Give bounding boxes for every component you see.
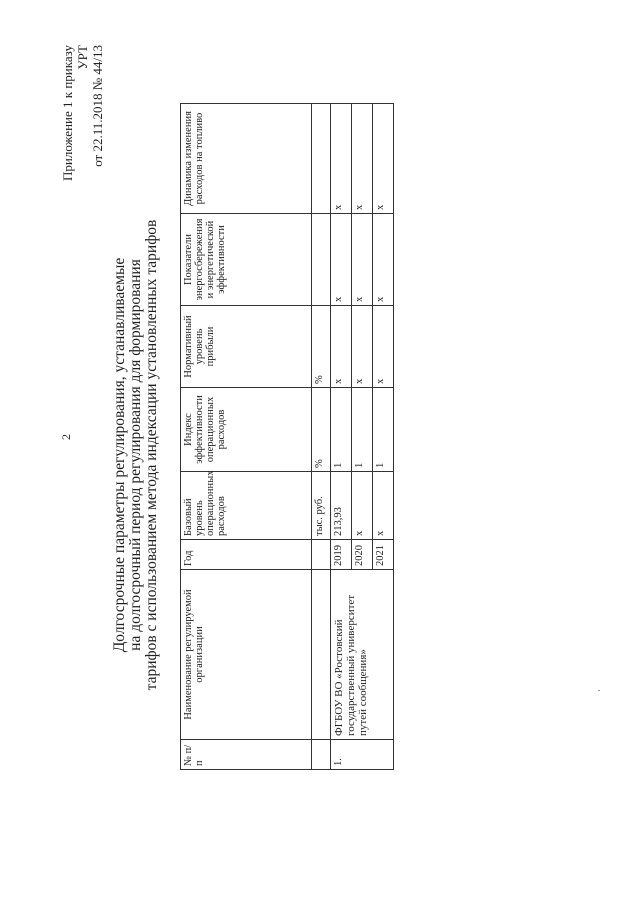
- cell-base: х: [352, 472, 373, 540]
- cell-year: 2021: [373, 540, 394, 570]
- organization-name: ФГБОУ ВО «Ростовский государственный университет путей сообщения»: [331, 570, 394, 740]
- header-energy-indicators: Показатели энергосбережения и энергетической эффективности: [181, 214, 312, 306]
- appendix-note: [60, 45, 105, 205]
- cell-fuel: х: [331, 104, 352, 214]
- cell-year: 2019: [331, 540, 352, 570]
- cell-index: 1: [373, 388, 394, 472]
- header-fuel-dynamics: Динамика изменения расходов на топливо: [181, 104, 312, 214]
- cell-fuel: х: [352, 104, 373, 214]
- cell-index: 1: [352, 388, 373, 472]
- cell-energy: х: [373, 214, 394, 306]
- appendix-line-2: от 22.11.2018 № 44/13: [90, 45, 105, 167]
- document-title: [112, 135, 160, 775]
- units-row: [312, 104, 331, 770]
- unit-profit: %: [312, 306, 331, 388]
- header-base-level: Базовый уровень операционных расходов: [181, 472, 312, 540]
- title-line-1: Долгосрочные параметры регулирования, устанавливаемые: [111, 257, 128, 653]
- cell-index: 1: [331, 388, 352, 472]
- appendix-line-1: Приложение 1 к приказу УРТ: [60, 45, 90, 182]
- header-row: [181, 104, 312, 770]
- scan-speck: [598, 690, 600, 691]
- header-organization: Наименование регулируемой организации: [181, 570, 312, 740]
- cell-profit: х: [331, 306, 352, 388]
- cell-fuel: х: [373, 104, 394, 214]
- cell-profit: х: [352, 306, 373, 388]
- parameters-table: [180, 103, 394, 770]
- header-num: № п/п: [181, 740, 312, 770]
- header-year: Год: [181, 540, 312, 570]
- title-line-3: тарифов с использованием метода индексации установленных тарифов: [143, 219, 160, 691]
- row-number: 1.: [331, 740, 394, 770]
- header-efficiency-index: Индекс эффективности операционных расходов: [181, 388, 312, 472]
- cell-base: х: [373, 472, 394, 540]
- cell-base: 213,93: [331, 472, 352, 540]
- header-profit-level: Нормативный уровень прибыли: [181, 306, 312, 388]
- cell-year: 2020: [352, 540, 373, 570]
- title-line-2: на долгосрочный период регулирования для формирования: [127, 259, 144, 651]
- cell-profit: х: [373, 306, 394, 388]
- table-row: [331, 104, 352, 770]
- cell-energy: х: [352, 214, 373, 306]
- unit-index: %: [312, 388, 331, 472]
- cell-energy: х: [331, 214, 352, 306]
- page-number: 2: [59, 434, 73, 440]
- unit-base: тыс. руб.: [312, 472, 331, 540]
